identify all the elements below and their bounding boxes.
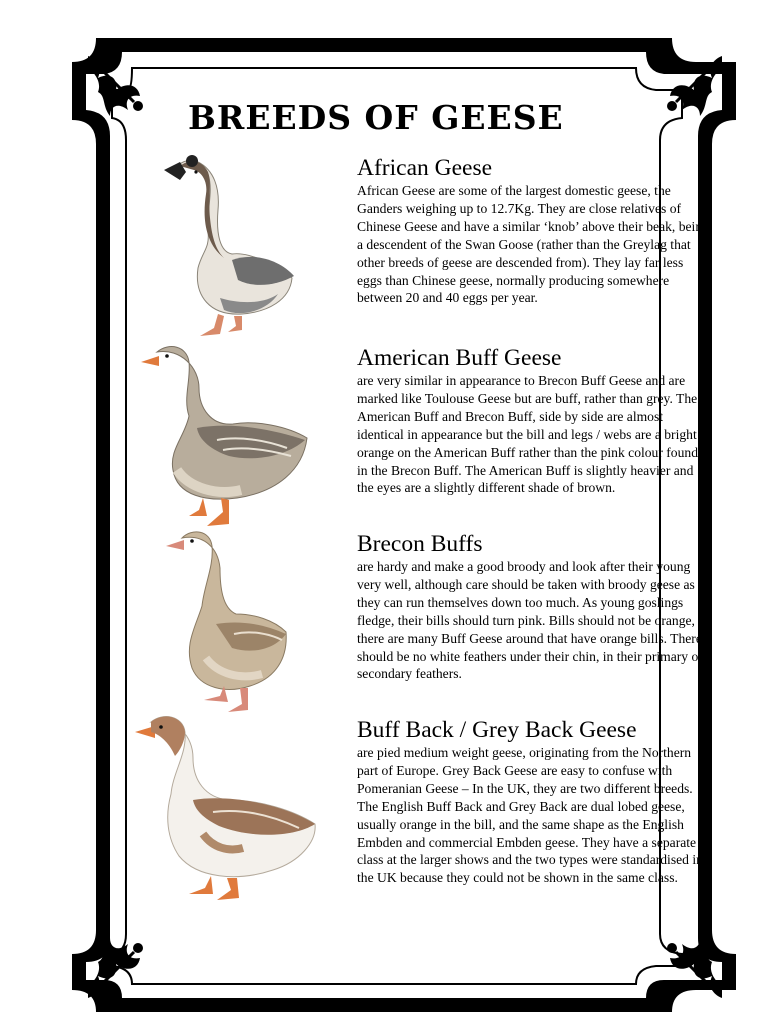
breed-description: African Geese are some of the largest domestic geese, the Ganders weighing up to 12.7Kg. They are close relatives of Chinese Geese and have a similar ‘knob’ above their beak, being a descendent of the Swan Goose (rather than the Greylag that other breeds of geese are descended from). They lay far less eggs than Chinese geese, normally producing somewhere between 20 and 40 eggs per year. — [357, 183, 709, 306]
breed-description-continued: The English Buff Back and Grey Back are dual lobed geese, usually orange in the bill, and the same shape as the English Embden and commercial Embden geese. They have a separate class at the larger shows and the two types were standardised in the UK because they could not be shown in the same class. — [357, 798, 703, 886]
breed-entry-brecon-buff — [357, 530, 709, 683]
breed-description: are very similar in appearance to Brecon Buff Geese and are marked like Toulouse Geese but are buff, rather than grey. The American Buff and Brecon Buff, side by side are almost identical in appearance but the bill and legs / webs are a bright orange on the American Buff rather than the pink colour found in the Brecon Buff. The American Buff is slightly heavier and the eyes are a slightly different shade of brown. — [357, 373, 698, 496]
breed-heading: Buff Back / Grey Back Geese — [357, 717, 637, 743]
breed-entry-african — [357, 154, 709, 307]
breed-description: are hardy and make a good broody and look after their young very well, although care should be taken with broody geese as they can run themselves down too much. As young goslings fledge, their bills should turn pink. Bills should not be orange, there are many Buff Geese around that have orange bills. There should be no white feathers under their chin, in their primary or secondary feathers. — [357, 559, 703, 682]
buff-back-goose-image — [133, 712, 321, 904]
breed-entry-american-buff — [357, 344, 709, 497]
page-title: BREEDS OF GEESE — [188, 98, 564, 137]
brecon-buff-goose-image — [162, 528, 312, 720]
breed-heading: Brecon Buffs — [357, 531, 483, 557]
american-buff-goose-image — [137, 340, 312, 535]
breed-description: are pied medium weight geese, originating from the Northern part of Europe. Grey Back Geese are easy to confuse with Pomeranian Geese – In the UK, they are two different breeds. — [357, 745, 693, 796]
african-goose-image — [150, 148, 310, 343]
breed-entry-buff-back — [357, 716, 709, 887]
breed-heading: African Geese — [357, 155, 493, 181]
breed-heading: American Buff Geese — [357, 345, 562, 371]
